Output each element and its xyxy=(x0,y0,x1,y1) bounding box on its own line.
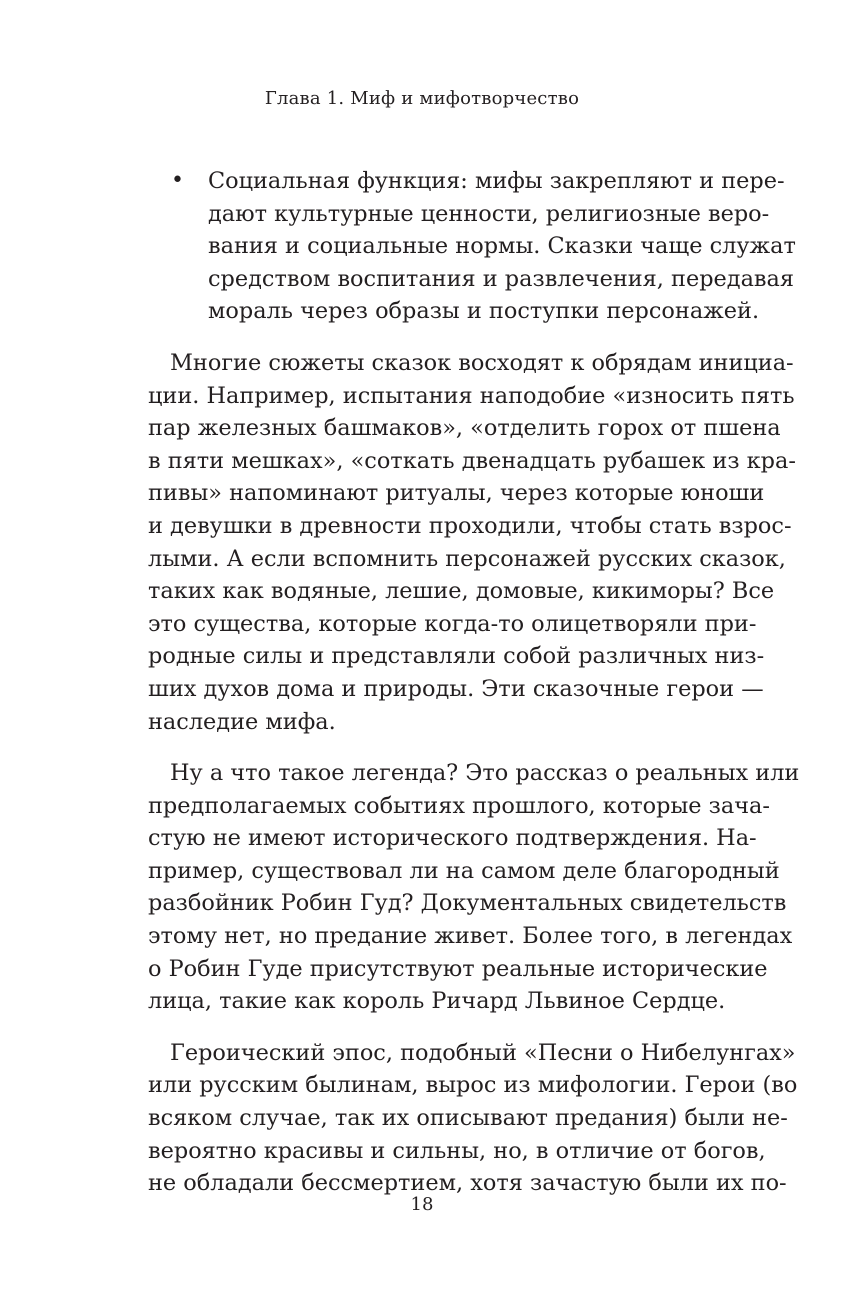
text-line: это существа, которые когда-то олицетворяли при- xyxy=(148,610,757,637)
bullet-marker: • xyxy=(171,168,184,193)
text-line: стую не имеют исторического подтверждения. На- xyxy=(148,825,757,852)
text-line: лица, такие как король Ричард Львиное Сердце. xyxy=(148,988,726,1015)
text-line: пример, существовал ли на самом деле благородный xyxy=(148,857,780,884)
text-line: пар железных башмаков», «отделить горох от пшена xyxy=(148,415,781,442)
page-number: 18 xyxy=(410,1194,434,1215)
text-line: Ну а что такое легенда? Это рассказ о реальных или xyxy=(170,760,800,787)
paragraph-heroic-epic xyxy=(148,1037,798,1200)
text-line: мораль через образы и поступки персонажей. xyxy=(208,298,760,325)
text-line: вания и социальные нормы. Сказки чаще служат xyxy=(208,233,796,260)
text-line: пивы» напоминают ритуалы, через которые юноши xyxy=(148,480,765,507)
paragraph-initiation xyxy=(148,347,796,738)
text-line: или русским былинам, вырос из мифологии. Герои (во xyxy=(148,1072,798,1099)
text-line: этому нет, но предание живет. Более того, в легендах xyxy=(148,923,793,950)
text-line: о Робин Гуде присутствуют реальные исторические xyxy=(148,955,768,982)
text-line: лыми. А если вспомнить персонажей русских сказок, xyxy=(148,545,786,572)
running-head: Глава 1. Миф и мифотворчество xyxy=(264,88,580,109)
text-line: родные силы и представляли собой различных низ- xyxy=(148,643,765,670)
paragraph-legend xyxy=(148,757,800,1018)
text-line: Социальная функция: мифы закрепляют и пере- xyxy=(208,168,785,194)
text-line: дают культурные ценности, религиозные веро- xyxy=(208,200,770,227)
text-line: наследие мифа. xyxy=(148,708,336,735)
text-line: средством воспитания и развлечения, передавая xyxy=(208,265,795,292)
text-line: разбойник Робин Гуд? Документальных свидетельств xyxy=(148,890,787,917)
text-line: всяком случае, так их описывают предания) были не- xyxy=(148,1105,788,1132)
text-line: предполагаемых событиях прошлого, которые зача- xyxy=(148,792,770,819)
text-line: ции. Например, испытания наподобие «износить пять xyxy=(148,382,795,409)
text-line: Многие сюжеты сказок восходят к обрядам инициа- xyxy=(170,349,794,376)
text-line: и девушки в древности проходили, чтобы стать взрос- xyxy=(148,512,792,539)
text-line: ших духов дома и природы. Эти сказочные герои — xyxy=(148,675,764,702)
text-line: в пяти мешках», «соткать двенадцать рубашек из кра- xyxy=(148,447,796,474)
bullet-item-social-function xyxy=(148,165,796,328)
text-line: не обладали бессмертием, хотя зачастую были их по- xyxy=(148,1170,787,1197)
text-line: вероятно красивы и сильны, но, в отличие от богов, xyxy=(148,1137,766,1164)
body-text xyxy=(148,165,800,1200)
text-line: Героический эпос, подобный «Песни о Нибелунгах» xyxy=(170,1039,796,1066)
text-line: таких как водяные, лешие, домовые, кикиморы? Все xyxy=(148,578,775,605)
